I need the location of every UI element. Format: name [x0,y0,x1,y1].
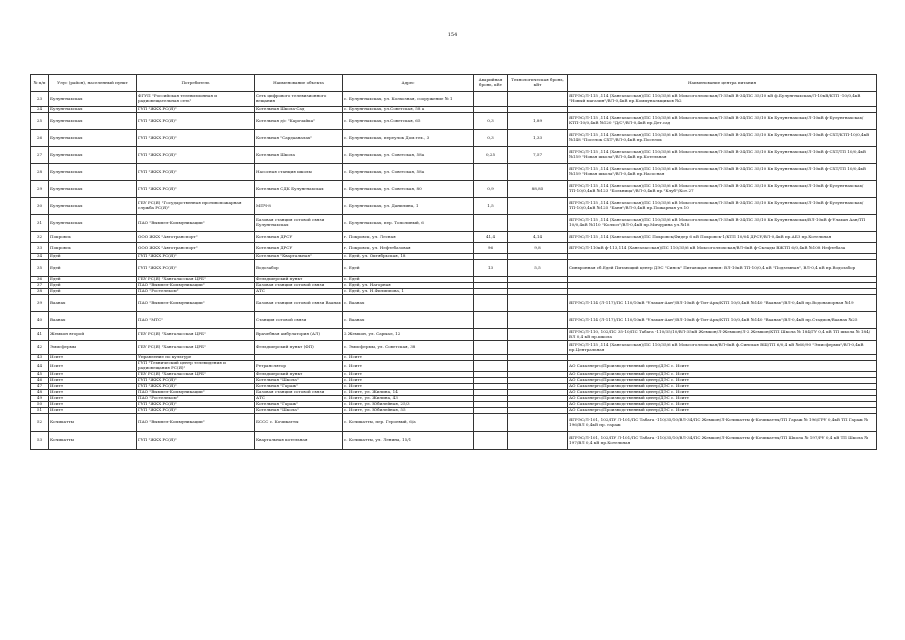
tech-reserve-cell [508,432,568,450]
address-cell: с. Едей [343,277,474,283]
address-cell: с. Едей, ул. Н.Филиппова, 1 [343,289,474,295]
district-cell: Ваанах [49,312,137,329]
tech-reserve-cell [508,361,568,372]
object-cell: Котельная ДРСУ [255,243,343,254]
table-row [31,232,877,243]
row-number-cell: 46 [31,378,49,384]
table-row [31,215,877,232]
address-cell: г. Покровск, ул. Лесная [343,232,474,243]
consumer-cell: ГУП "ЖКХ РС(Я)" [137,408,255,414]
consumer-cell: ООО ЖКХ "Автотранспорт" [137,243,255,254]
tech-reserve-cell [508,329,568,341]
address-cell: с. Едей, ул. Октябрьская, 18 [343,254,474,260]
row-number-cell: 35 [31,260,49,277]
emergency-reserve-cell [474,312,508,329]
row-number-cell: 45 [31,372,49,378]
tech-reserve-cell [508,341,568,355]
power-center-cell: Синхронная сб.Едей Питающий центр ДЭС "Синск" Питающая линия: ВЛ-10кВ ТП-10/0,4 кВ "Подземная", ВЛ-0,4 кВ пр.Водозабор [568,260,877,277]
consumer-cell: ГУП "ЖКХ РС(Я)" [137,181,255,198]
power-center-cell: АО Сахаэнерго/Производственный центр/ДЭС с. Иситт [568,378,877,384]
row-number-cell: 36 [31,277,49,283]
address-cell: с. Иситт, ул. Жилина, 43 [343,396,474,402]
header-district: Улус (район), населенный пункт [49,75,137,92]
header-num: № п/п [31,75,49,92]
consumer-cell: ГБУ РС(Я) "Хангаласская ЦРБ" [137,341,255,355]
emergency-reserve-cell [474,92,508,107]
row-number-cell: 47 [31,384,49,390]
tech-reserve-cell: 7,57 [508,147,568,164]
emergency-reserve-cell [474,329,508,341]
table-row [31,329,877,341]
district-cell: Эмисфермы [49,341,137,355]
emergency-reserve-cell [474,215,508,232]
consumer-cell: ГУП "ЖКХ РС(Я)" [137,384,255,390]
object-cell: Котельная "Квартальная" [255,254,343,260]
district-cell: Иситт [49,396,137,402]
tech-reserve-cell: 1,89 [508,113,568,130]
district-cell: Кочикатты [49,414,137,432]
address-cell: с. Иситт, ул. Жилина, 14 [343,390,474,396]
row-number-cell: 29 [31,181,49,198]
row-number-cell: 41 [31,329,49,341]
row-number-cell: 37 [31,283,49,289]
emergency-reserve-cell: 13 [474,260,508,277]
emergency-reserve-cell [474,432,508,450]
district-cell: Покровск [49,232,137,243]
row-number-cell: 38 [31,289,49,295]
district-cell: Булунгнахсках [49,164,137,181]
consumer-cell: ГУП "ЖКХ РС(Я)" [137,260,255,277]
emergency-reserve-cell [474,295,508,312]
power-center-cell: АО Сахаэнерго/Производственный центр/ДЭС с. Иситт [568,396,877,402]
object-cell: Фельдшерский пункт (ФП) [255,341,343,355]
tech-reserve-cell [508,295,568,312]
address-cell: с. Ваанах [343,312,474,329]
object-cell: БССС с. Кочикатты [255,414,343,432]
district-cell: Кочикатты [49,432,137,450]
address-cell: с. Эмисфермы, ул. Советская, 38 [343,341,474,355]
address-cell: с. Булунгнахсках, переулок Дом.тех., 3 [343,130,474,147]
district-cell: Едей [49,254,137,260]
tech-reserve-cell: 88,85 [508,181,568,198]
address-cell: с. Едей, ул. Нагорная [343,283,474,289]
power-center-cell: ЯГРЭС/Л-115 ,114 (Хангаласская)/ПС 110/35/6 кВ Моксоголлохская/Л-35кВ В-34/ПС 35/10 Кв Булунгнахсках/Л-10кВ ф-СХТ/ТП 10/0,4кВ №159 "Новая школа"/ВЛ-0,4кВ пр.Насосная [568,164,877,181]
table-row [31,361,877,372]
address-cell: с. Иситт [343,361,474,372]
address-cell: 2 Жемкон, ул. Сарыал, 12 [343,329,474,341]
row-number-cell: 23 [31,92,49,107]
object-cell: Квартальная котельная [255,432,343,450]
tech-reserve-cell [508,92,568,107]
object-cell: Котельная "Гараж" [255,402,343,408]
consumer-cell: ГУП "ЖКХ РС(Я)" [137,432,255,450]
row-number-cell: 53 [31,432,49,450]
consumer-cell: ПАО "Вымпел-Коммуникации" [137,215,255,232]
table-row [31,198,877,215]
table-row [31,414,877,432]
power-center-cell: ЯГРЭС/Л-101, 102/ПУ Л-101/ПС Табага -110/35/10/ВЛ-34/ПС Жемкон/Л-Кочикатты ф-Кочикатты/ТП Школа № 197/РУ 0,4 кВ ТП Школа № 197/ВЛ 0,4 кВ пр.Котельная [568,432,877,450]
object-cell: Фельдшерский пункт [255,372,343,378]
power-center-cell: АО Сахаэнерго/Производственный центр/ДЭС с. Иситт [568,372,877,378]
page-number: 154 [447,32,458,38]
object-cell: Станция сотовой связи [255,312,343,329]
district-cell: Едей [49,289,137,295]
consumer-cell: ГУП "ЖКХ РС(Я)" [137,378,255,384]
address-cell: с. Едей [343,260,474,277]
emergency-reserve-cell [474,341,508,355]
address-cell: с. Иситт [343,355,474,361]
power-center-cell: АО Сахаэнерго/Производственный центр/ДЭС с. Иситт [568,408,877,414]
consumer-cell: ГУП "ЖКХ РС(Я)" [137,130,255,147]
power-center-cell: ЯГРЭС/Л-115 ,114 (Хангаласская)/ПС 110/35/6 кВ Моксоголлохская/Л-35кВ В-34/ПС 35/10 Кв Булунгнахсках/Л-10кВ ф-Булунгнахсках/ТП-10/0,4кВ №125 "Баня"/ВЛ-0,4кВ пр.Пожарная ул.10 [568,198,877,215]
power-center-cell: ЯГРЭС/Л-115 ,114 (Хангаласская)/ПС 110/35/6 кВ Моксоголлохская/Л-35кВ В-34/ПС 35/10 Кв Булунгнахсках/Л-10кВ ф-Булунгнахсках/КТП-10/0,4кВ №120 "Д/С"/ВЛ-0,4кВ пр.Дет.сад [568,113,877,130]
power-center-cell: АО Сахаэнерго/Производственный центр/ДЭС с. Иситт [568,402,877,408]
consumer-cell: ГБУ РС(Я) "Хангаласская ЦРБ" [137,277,255,283]
reserve-power-table [30,74,877,450]
district-cell: Иситт [49,402,137,408]
consumer-cell: ПАО "Вымпел-Коммуникации" [137,295,255,312]
address-cell: с. Кочикатты, ул. Ленина, 15/1 [343,432,474,450]
table-row [31,92,877,107]
table-row [31,113,877,130]
tech-reserve-cell: 5,5 [508,260,568,277]
consumer-cell: ГБУ РС(Я) "Хангаласская ЦРБ" [137,372,255,378]
district-cell: Иситт [49,355,137,361]
consumer-cell: ПАО "Вымпел-Коммуникации" [137,390,255,396]
emergency-reserve-cell: 41,4 [474,232,508,243]
row-number-cell: 27 [31,147,49,164]
address-cell: с. Булунгнахсках, пер. Тополиный, 6 [343,215,474,232]
header-tech: Технологическая бронь, кВт [508,75,568,92]
district-cell: Булунгнахсках [49,92,137,107]
object-cell: Котельная "Гараж" [255,384,343,390]
object-cell: Котельная ДРСУ [255,232,343,243]
object-cell: Врачебная амбулатория (АЛ) [255,329,343,341]
consumer-cell: ГУП "ЖКХ РС(Я)" [137,107,255,113]
object-cell: Фельдшерский пункт [255,277,343,283]
power-center-cell: ЯГРЭС/Л-110, 102/ПС 35-10/ПС Табага -110/35/10/ВЛ-35кВ Жемкон/Л-Жемкон/Л-2 Жемкон/КТП Школа № 184/ГУ 0,4 кВ ТП школа № 184/ВЛ 0,4 кВ пр.школа [568,329,877,341]
table-row [31,164,877,181]
row-number-cell: 32 [31,232,49,243]
address-cell: с. Булунгнахсках, ул. Советская, 58а [343,147,474,164]
consumer-cell: ПАО "Вымпел-Коммуникации" [137,283,255,289]
object-cell: МПЧ-8 [255,198,343,215]
district-cell: Иситт [49,361,137,372]
object-cell: Котельная Школа-Сад [255,107,343,113]
power-center-cell: ЯГРЭС/Л-110кВ ф-113,114 (Хангаласская)/ПС 110/35/6 кВ Моксоголлохская/ВЛ-6кВ ф-Склады ВЖТП 6/0,4кВ №108 Нефтебаза [568,243,877,254]
table-row [31,130,877,147]
district-cell: Иситт [49,372,137,378]
address-cell: с. Булунгнахсках, ул. Колхозная, сооружение № 1 [343,92,474,107]
emergency-reserve-cell: 0,3 [474,113,508,130]
district-cell: Булунгнахсках [49,107,137,113]
tech-reserve-cell [508,312,568,329]
object-cell: Котельная "Школа" [255,408,343,414]
object-cell: Базовая станция сотовой связи Ваанах [255,295,343,312]
emergency-reserve-cell [474,164,508,181]
district-cell: Жемкон второй [49,329,137,341]
address-cell: с. Булунгнахсках, ул.Советская, 65 [343,113,474,130]
address-cell: г. Покровск, ул. Нефтебазовая [343,243,474,254]
table-row [31,260,877,277]
power-center-cell: АО Сахаэнерго/Производственный центр/ДЭС с. Иситт [568,384,877,390]
consumer-cell: ГУП "ЖКХ РС(Я)" [137,402,255,408]
object-cell: Ретранслятор [255,361,343,372]
object-cell: Котельная "Школа" [255,378,343,384]
consumer-cell: ФГУП "Российская телевизионная и радиовещательная сеть" [137,92,255,107]
header-consumer: Потребитель [137,75,255,92]
address-cell: с. Иситт, ул. Юбилейная, 55 [343,408,474,414]
object-cell: АТС [255,396,343,402]
row-number-cell: 30 [31,198,49,215]
row-number-cell: 33 [31,243,49,254]
row-number-cell: 25 [31,113,49,130]
address-cell: с. Иситт [343,372,474,378]
consumer-cell: ГУП "ЖКХ РС(Я)" [137,254,255,260]
tech-reserve-cell: 9,8 [508,243,568,254]
object-cell: Водозабор [255,260,343,277]
object-cell: АТС [255,289,343,295]
table-row [31,181,877,198]
power-center-cell: АО Сахаэнерго/Производственный центр/ДЭС с. Иситт [568,390,877,396]
emergency-reserve-cell [474,414,508,432]
power-center-cell: ЯГРЭС/Л-115 ,114 (Хангаласская)/ПС 110/35/6 кВ Моксоголлохская/Л-35кВ В-34/ПС 35/10 Кв Булунгнахсках/Л-10кВ ф-СХТ/КТП-10/0,4кВ №148 "Поселок СХТ"/ВЛ-0,4кВ пр.Поселок [568,130,877,147]
row-number-cell: 39 [31,295,49,312]
power-center-cell: ЯГРЭС/Л-115 ,114 (Хангаласская)/ПС 110/35/6 кВ Моксоголлохская/Л-35кВ В-34/ПС 35/10 Кв Булунгнахсках/Л-10кВ ф-СХТ/ТП 10/0,4кВ №159 "Новая школа"/ВЛ-0,4кВ пр.Котельная [568,147,877,164]
emergency-reserve-cell: 0,25 [474,147,508,164]
district-cell: Булунгнахсках [49,198,137,215]
address-cell: с. Булунгнахсках, ул. Советская, 58а [343,164,474,181]
table-row [31,243,877,254]
object-cell: Базовая станция сотовой связи [255,283,343,289]
header-equipment: Наименование центра питания [568,75,877,92]
row-number-cell: 24 [31,107,49,113]
tech-reserve-cell [508,198,568,215]
power-center-cell: ЯГРЭС/Л-115 ,114 (Хангаласская)/ПС 110/35/6 кВ Моксоголлохская/ВЛ-6кВ ф.Синская ВШ/ТП 6/0,4 кВ №60/90 "Эмисфермы"/ВЛ-0,4кВ пр.Центральная [568,341,877,355]
row-number-cell: 51 [31,408,49,414]
consumer-cell: ПАО "Ростелеком" [137,289,255,295]
row-number-cell: 40 [31,312,49,329]
row-number-cell: 44 [31,361,49,372]
object-cell: Котельная д/с "Карочайка" [255,113,343,130]
tech-reserve-cell [508,164,568,181]
district-cell: Иситт [49,408,137,414]
consumer-cell: ГУП "ЖКХ РС(Я)" [137,147,255,164]
consumer-cell: ГУП "ЖКХ РС(Я)" [137,113,255,130]
table-row [31,341,877,355]
power-center-cell: АО Сахаэнерго/Производственный центр/ДЭС с. Иситт [568,361,877,372]
table-body [31,92,877,450]
district-cell: Булунгнахсках [49,215,137,232]
power-center-cell: ЯГРЭС/Л-114 (Л-117)/ПС 110/10кВ "Улахан-Аан"/ВЛ-10кВ ф-Тит-Ары/КТП 10/0,4кВ №140 "Ваанах"/ВЛ-0,4кВ пр.Водонапорная №19 [568,295,877,312]
consumer-cell: Управление по культуре [137,355,255,361]
consumer-cell: ГУП "ЖКХ РС(Я)" [137,164,255,181]
row-number-cell: 31 [31,215,49,232]
object-cell: Базовая станция сотовой связи Булунгнахсках [255,215,343,232]
consumer-cell: ПАО "МТС" [137,312,255,329]
tech-reserve-cell [508,414,568,432]
table-row [31,312,877,329]
row-number-cell: 28 [31,164,49,181]
district-cell: Булунгнахсках [49,147,137,164]
header-address: Адрес [343,75,474,92]
consumer-cell: ГБУ РС(Я) "Хангаласская ЦРБ" [137,329,255,341]
address-cell: с. Булунгнахсках, ул. Данилина, 1 [343,198,474,215]
emergency-reserve-cell: 0,3 [474,130,508,147]
object-cell: Сеть цифрового телевизионного вещания [255,92,343,107]
district-cell: Иситт [49,384,137,390]
district-cell: Ваанах [49,295,137,312]
consumer-cell: ГБУ РС(Я) "Государственная противопожарная служба РС(Я)" [137,198,255,215]
object-cell: Котельная Школа [255,147,343,164]
power-center-cell: ЯГРЭС/Л-115 ,114 (Хангаласская)/ПС 110/35/6 кВ Моксоголлохская/Л-35кВ В-34/ПС 35/10 Кв Булунгнахсках/Л-10кВ ф-Булунгнахсках/ТП-10/0,4кВ №123 "Больница"/ВЛ-0,4кВ пр."Клуб"/Кот.27 [568,181,877,198]
power-center-cell: ЯГРЭС/Л-101, 102/ПУ Л-101/ПС Табага -110/35/10/ВЛ-34/ПС Жемкон/Л-Кочикатты ф-Кочикатты/ТП Гараж № 196/ГРУ 0,4кВ ТП Гараж № 196/ВЛ 0,4кВ пр. гараж [568,414,877,432]
power-center-cell: ЯГРЭС/Л-115 ,114 (Хангаласская)/ПС 110/35/6 кВ Моксоголлохская/Л-35кВ В-34/ПС 35/10 Кв Булунгнахсках/ВЛ-10кВ ф-Улахан Аан/ТП 10/0,4кВ №110 "Колхоз"/ВЛ-0,4кВ пр.Мичурина ул.№18 [568,215,877,232]
address-cell: с. Иситт [343,384,474,390]
district-cell: Покровск [49,243,137,254]
district-cell: Булунгнахсках [49,113,137,130]
district-cell: Булунгнахсках [49,130,137,147]
row-number-cell: 48 [31,390,49,396]
row-number-cell: 52 [31,414,49,432]
district-cell: Иситт [49,378,137,384]
tech-reserve-cell: 1,33 [508,130,568,147]
power-center-cell: ЯГРЭС/Л-115 ,114 (Хангаласская)/ПС 110/35/6 кВ Моксоголлохская/Л-35кВ В-34/ПС 35/10 кВ ф.Булунгнахсках/Л-10кВ/КТП -10/0,4кВ "Новый магазин"/ВЛ-0,4кВ пр.Коммунальщиков №2 [568,92,877,107]
tech-reserve-cell [508,215,568,232]
consumer-cell: ПАО "Ростелеком" [137,396,255,402]
table-row [31,147,877,164]
row-number-cell: 26 [31,130,49,147]
header-emergency: Аварийная бронь, кВт [474,75,508,92]
district-cell: Едей [49,277,137,283]
address-cell: с. Булунгнахсках, ул. Советская, 80 [343,181,474,198]
table-row [31,295,877,312]
address-cell: с. Кочикатты, пер. Героевый, 6/а [343,414,474,432]
district-cell: Едей [49,260,137,277]
address-cell: с. Иситт [343,378,474,384]
address-cell: с. Иситт, ул. Юбилейная, 25/3 [343,402,474,408]
emergency-reserve-cell: 1,5 [474,198,508,215]
address-cell: с. Ваанах [343,295,474,312]
emergency-reserve-cell: 0,9 [474,181,508,198]
header-object: Наименование объекта [255,75,343,92]
row-number-cell: 34 [31,254,49,260]
row-number-cell: 50 [31,402,49,408]
row-number-cell: 43 [31,355,49,361]
district-cell: Иситт [49,390,137,396]
object-cell: Базовая станция сотовой связи [255,390,343,396]
object-cell: Котельная "Сардааналах" [255,130,343,147]
district-cell: Булунгнахсках [49,181,137,198]
power-center-cell: ЯГРЭС/Л-115 ,114 (Хангаласская)/ПС Покровск/Фидер 6 кВ Покровск-1/КТП 10/04 ДРСУ/ВЛ-0,4кВ пр.АБЗ пр.Котельная [568,232,877,243]
row-number-cell: 42 [31,341,49,355]
emergency-reserve-cell [474,361,508,372]
table-row [31,432,877,450]
row-number-cell: 49 [31,396,49,402]
tech-reserve-cell: 4,14 [508,232,568,243]
district-cell: Едей [49,283,137,289]
table-header-row [31,75,877,92]
address-cell: с. Булунгнахсках, ул.Советская, 58 а [343,107,474,113]
consumer-cell: ПАО "Вымпел-Коммуникации" [137,414,255,432]
consumer-cell: ООО ЖКХ "Автотранспорт" [137,232,255,243]
consumer-cell: ГУП "Технический центр телевидения и радиовещания РС(Я)" [137,361,255,372]
object-cell: Котельная СДК Булунгнахсках [255,181,343,198]
emergency-reserve-cell: 96 [474,243,508,254]
object-cell: Насосная станция школы [255,164,343,181]
power-center-cell: ЯГРЭС/Л-114 (Л-117)/ПС 110/10кВ "Улахан-Аан"/ВЛ-10кВ ф-Тит-Ары/КТП 10/0,4кВ №140 "Ваанах"/ВЛ-0,4кВ пр.Стадион/Ваанах №25 [568,312,877,329]
